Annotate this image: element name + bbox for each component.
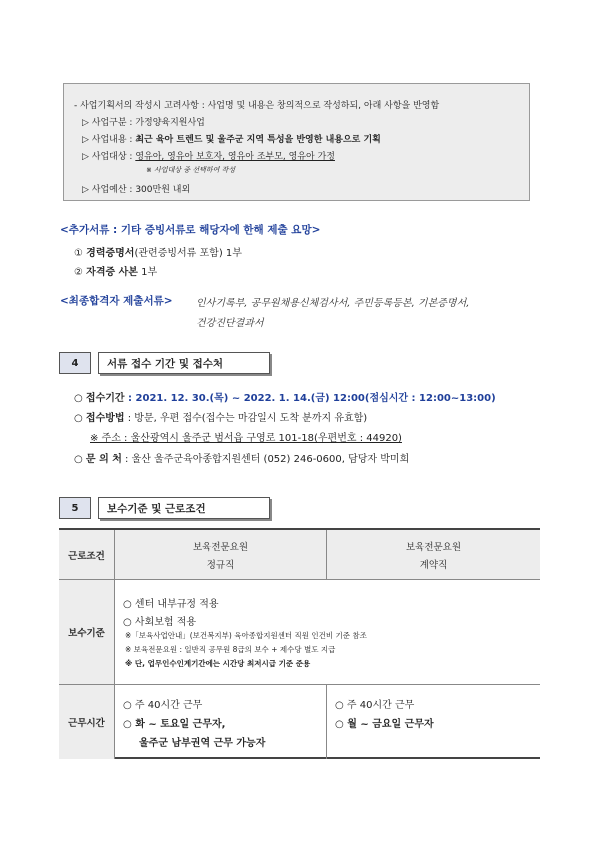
- section-4-title: 서류 접수 기간 및 접수처: [98, 352, 270, 374]
- triangle-icon: ▷: [82, 152, 89, 162]
- pay-note-2: ※ 보육전문요원 : 일반직 공무원 8급의 보수 + 제수당 별도 지급: [125, 645, 336, 654]
- section-5-title: 보수기준 및 근로조건: [98, 497, 270, 519]
- pay-note-3: ※ 단, 업무인수인계기간에는 시간당 최저시급 기준 준용: [125, 659, 311, 668]
- additional-docs-heading: <추가서류 : 기타 증빙서류로 해당자에 한해 제출 요망>: [60, 224, 321, 236]
- additional-item-1: ① 경력증명서(관련증빙서류 포함) 1부: [74, 248, 242, 259]
- item-business-target: ▷ 사업대상 : 영유아, 영유아 보호자, 영유아 조부모, 영유아 가정: [82, 152, 335, 162]
- table-corner-header: 근로조건: [59, 530, 115, 580]
- additional-item-2: ② 자격증 사본 1부: [74, 267, 158, 278]
- hours-col1-item-3: 울주군 남부권역 근무 가능자: [139, 738, 266, 749]
- circle-bullet-icon: ○: [74, 454, 83, 465]
- period-line: ○ 접수기간 : 2021. 12. 30.(목) ~ 2022. 1. 14.(금) 12:00(점심시간 : 12:00~13:00): [74, 393, 496, 404]
- table-col2-header: 보육전문요원 계약직: [327, 530, 540, 580]
- row-pay-content: [115, 580, 540, 685]
- row-pay-label: 보수기준: [59, 580, 115, 685]
- pay-note-1: ※「보육사업안내」(보건복지부) 육아종합지원센터 직원 인건비 기준 참조: [125, 631, 367, 640]
- table-col1-header: 보육전문요원 정규직: [115, 530, 327, 580]
- business-plan-box: [63, 83, 530, 201]
- circle-bullet-icon: ○: [74, 393, 83, 404]
- final-docs-line2: 건강진단결과서: [196, 318, 264, 329]
- item-business-content: ▷ 사업내용 : 최근 육아 트렌드 및 울주군 지역 특성을 반영한 내용으로 기획: [82, 135, 381, 145]
- final-docs-line1: 인사기록부, 공무원채용신체검사서, 주민등록등본, 기본증명서,: [196, 298, 470, 309]
- item-business-type: ▷ 사업구분 : 가정양육지원사업: [82, 118, 205, 128]
- triangle-icon: ▷: [82, 118, 89, 128]
- item-business-budget: ▷ 사업예산 : 300만원 내외: [82, 185, 191, 195]
- contact-line: ○ 문 의 처 : 울산 울주군육아종합지원센터 (052) 246-0600, 담당자 박미희: [74, 454, 410, 465]
- work-conditions-table: [59, 528, 540, 759]
- row-hours-col2: [327, 685, 540, 759]
- method-line: ○ 접수방법 : 방문, 우편 접수(접수는 마감일시 도착 분까지 유효함): [74, 413, 368, 424]
- row-hours-col1: [115, 685, 327, 759]
- hours-col2-item-2: ○ 월 ~ 금요일 근무자: [335, 719, 434, 730]
- circle-bullet-icon: ○: [74, 413, 83, 424]
- pay-item-1: ○ 센터 내부규정 적용: [123, 599, 219, 610]
- address-line: ※ 주소 : 울산광역시 울주군 범서읍 구영로 101-18(우편번호 : 44920): [90, 433, 402, 444]
- section-4-number: 4: [59, 352, 91, 374]
- final-docs-heading: <최종합격자 제출서류>: [60, 295, 173, 307]
- target-note: ※ 사업대상 중 선택하여 작성: [146, 166, 236, 174]
- hours-col1-item-1: ○ 주 40시간 근무: [123, 700, 203, 711]
- considerations-text: - 사업기획서의 작성시 고려사항 : 사업명 및 내용은 창의적으로 작성하되, 아래 사항을 반영함: [74, 101, 440, 111]
- pay-item-2: ○ 사회보험 적용: [123, 617, 197, 628]
- triangle-icon: ▷: [82, 185, 89, 195]
- hours-col1-item-2: ○ 화 ~ 토요일 근무자,: [123, 719, 226, 730]
- row-hours-label: 근무시간: [59, 685, 115, 759]
- triangle-icon: ▷: [82, 135, 89, 145]
- section-5-number: 5: [59, 497, 91, 519]
- hours-col2-item-1: ○ 주 40시간 근무: [335, 700, 415, 711]
